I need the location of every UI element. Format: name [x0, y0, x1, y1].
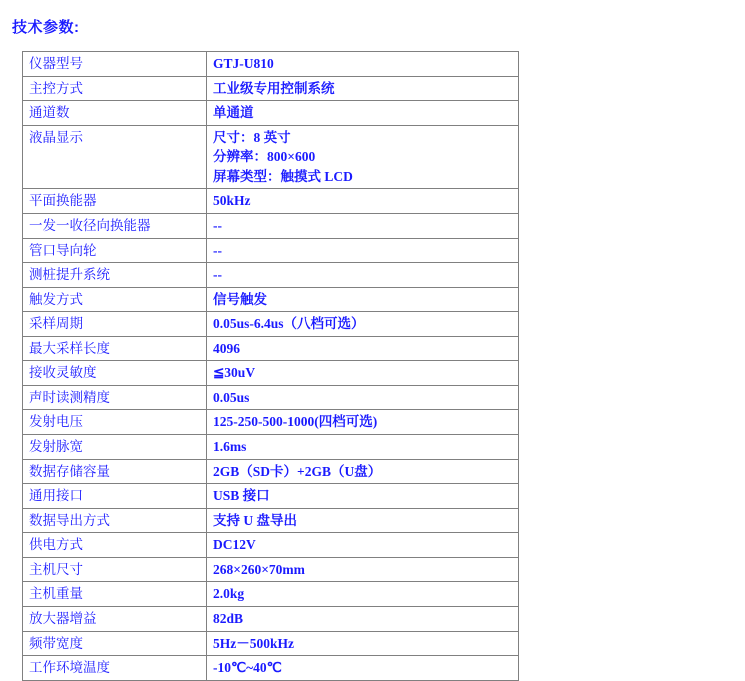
row-label: 主控方式 — [23, 76, 207, 101]
table-body — [23, 52, 519, 681]
row-value: 2GB（SD卡）+2GB（U盘） — [207, 459, 519, 484]
row-label: 发射脉宽 — [23, 435, 207, 460]
specifications-table — [22, 51, 519, 681]
row-value: 工业级专用控制系统 — [207, 76, 519, 101]
table-row — [23, 101, 519, 126]
row-value — [207, 125, 519, 189]
table-row — [23, 631, 519, 656]
table-row — [23, 312, 519, 337]
row-value: -- — [207, 263, 519, 288]
table-row — [23, 238, 519, 263]
row-value: 信号触发 — [207, 287, 519, 312]
row-value: 1.6ms — [207, 435, 519, 460]
row-label: 通道数 — [23, 101, 207, 126]
row-value: 2.0kg — [207, 582, 519, 607]
row-value-line: 屏幕类型：触摸式 LCD — [213, 168, 353, 184]
table-row — [23, 582, 519, 607]
row-label: 管口导向轮 — [23, 238, 207, 263]
row-label: 触发方式 — [23, 287, 207, 312]
table-row — [23, 52, 519, 77]
table-row — [23, 125, 519, 189]
row-label: 供电方式 — [23, 533, 207, 558]
row-label: 最大采样长度 — [23, 336, 207, 361]
table-row — [23, 435, 519, 460]
row-value: 5Hz－500kHz — [207, 631, 519, 656]
row-value: DC12V — [207, 533, 519, 558]
row-label: 频带宽度 — [23, 631, 207, 656]
row-label: 平面换能器 — [23, 189, 207, 214]
row-value: 单通道 — [207, 101, 519, 126]
table-row — [23, 336, 519, 361]
row-label: 接收灵敏度 — [23, 361, 207, 386]
row-value: 268×260×70mm — [207, 557, 519, 582]
table-row — [23, 606, 519, 631]
row-value: 0.05us-6.4us（八档可选） — [207, 312, 519, 337]
row-label: 通用接口 — [23, 484, 207, 509]
row-label: 放大器增益 — [23, 606, 207, 631]
row-value: GTJ-U810 — [207, 52, 519, 77]
table-row — [23, 656, 519, 681]
row-label: 测桩提升系统 — [23, 263, 207, 288]
page-title: 技术参数: — [12, 19, 80, 36]
row-value: -- — [207, 213, 519, 238]
row-label: 液晶显示 — [23, 125, 207, 189]
table-row — [23, 533, 519, 558]
row-value: ≦30uV — [207, 361, 519, 386]
row-label: 发射电压 — [23, 410, 207, 435]
row-value: USB 接口 — [207, 484, 519, 509]
table-row — [23, 189, 519, 214]
table-row — [23, 508, 519, 533]
row-label: 主机尺寸 — [23, 557, 207, 582]
table-row — [23, 410, 519, 435]
row-value: 125-250-500-1000(四档可选) — [207, 410, 519, 435]
row-label: 工作环境温度 — [23, 656, 207, 681]
row-label: 主机重量 — [23, 582, 207, 607]
row-label: 一发一收径向换能器 — [23, 213, 207, 238]
row-value: 4096 — [207, 336, 519, 361]
table-row — [23, 557, 519, 582]
row-value: 0.05us — [207, 385, 519, 410]
row-label: 数据存储容量 — [23, 459, 207, 484]
table-row — [23, 459, 519, 484]
table-row — [23, 361, 519, 386]
row-label: 仪器型号 — [23, 52, 207, 77]
table-row — [23, 263, 519, 288]
table-row — [23, 287, 519, 312]
row-value: 50kHz — [207, 189, 519, 214]
row-value-line: 尺寸：8 英寸 — [213, 129, 291, 145]
row-value: -- — [207, 238, 519, 263]
row-value: 支持 U 盘导出 — [207, 508, 519, 533]
row-value-line: 分辨率：800×600 — [213, 149, 316, 165]
row-label: 采样周期 — [23, 312, 207, 337]
table-row — [23, 385, 519, 410]
table-row — [23, 484, 519, 509]
table-row — [23, 76, 519, 101]
table-row — [23, 213, 519, 238]
row-label: 数据导出方式 — [23, 508, 207, 533]
row-value: -10℃~40℃ — [207, 656, 519, 681]
row-label: 声时读测精度 — [23, 385, 207, 410]
row-value: 82dB — [207, 606, 519, 631]
